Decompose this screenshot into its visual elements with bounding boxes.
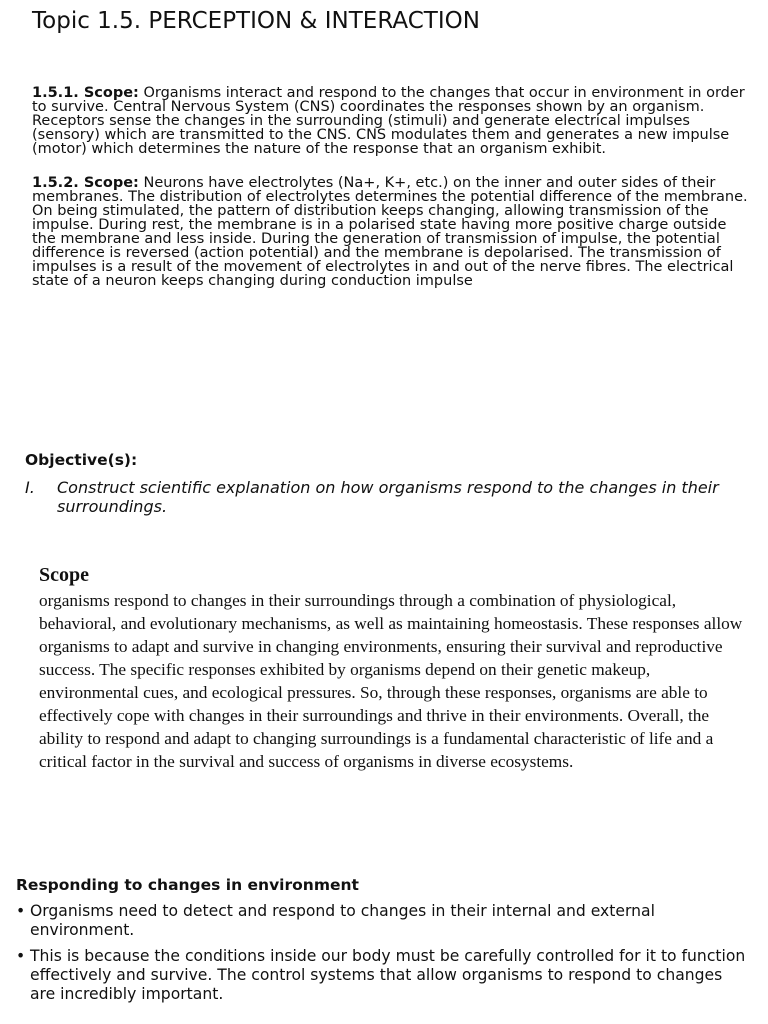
scope-heading: Scope	[39, 564, 89, 586]
scope-1-paragraph	[32, 86, 752, 156]
objective-item	[25, 478, 735, 516]
objective-text: Construct scientific explanation on how organisms respond to the changes in their surroundings.	[57, 478, 719, 516]
page-title: Topic 1.5. PERCEPTION & INTERACTION	[32, 8, 480, 34]
scope-1-text: Organisms interact and respond to the changes that occur in environment in order to survive. Central Nervous System (CNS) coordinates the responses shown by an organism. Receptors sense the changes in the surrounding (stimuli) and generate electrical impulses (sensory) which are transmitted to the CNS. CNS modulates them and generates a new impulse (motor) which determines the nature of the response that an organism exhibit.	[32, 85, 745, 157]
bullet-text: This is because the conditions inside our body must be carefully controlled for it to function effectively and survive. The control systems that allow organisms to respond to changes are incredibly important.	[30, 947, 746, 1003]
environment-bullet-list	[16, 902, 746, 1011]
objectives-heading: Objective(s):	[25, 451, 138, 469]
environment-heading: Responding to changes in environment	[16, 876, 359, 894]
list-item	[16, 902, 746, 940]
bullet-icon: •	[16, 902, 26, 920]
scope-1-label: 1.5.1. Scope:	[32, 85, 139, 101]
scope-2-label: 1.5.2. Scope:	[32, 175, 139, 191]
scope-paragraph: organisms respond to changes in their surroundings through a combination of physiological, behavioral, and evolutionary mechanisms, as well as maintaining homeostasis. These responses allow organisms to adapt and survive in changing environments, ensuring their survival and reproductive success. The specific responses exhibited by organisms depend on their genetic makeup, environmental cues, and ecological pressures. So, through these responses, organisms are able to effectively cope with changes in their surroundings and thrive in their environments. Overall, the ability to respond and adapt to changing surroundings is a fundamental characteristic of life and a critical factor in the survival and success of organisms in diverse ecosystems.	[39, 591, 743, 771]
objective-number: I.	[25, 478, 35, 497]
scope-2-text: Neurons have electrolytes (Na+, K+, etc.) on the inner and outer sides of their membranes. The distribution of electrolytes determines the potential difference of the membrane. On being stimulated, the pattern of distribution keeps changing, allowing transmission of the impulse. During rest, the membrane is in a polarised state having more positive charge outside the membrane and less inside. During the generation of transmission of impulse, the potential difference is reversed (action potential) and the membrane is depolarised. The transmission of impulses is a result of the movement of electrolytes in and out of the nerve fibres. The electrical state of a neuron keeps changing during conduction impulse	[32, 175, 748, 289]
scope-2-paragraph	[32, 176, 752, 288]
list-item	[16, 947, 746, 1004]
bullet-icon: •	[16, 947, 26, 965]
bullet-text: Organisms need to detect and respond to changes in their internal and external environment.	[30, 902, 655, 939]
